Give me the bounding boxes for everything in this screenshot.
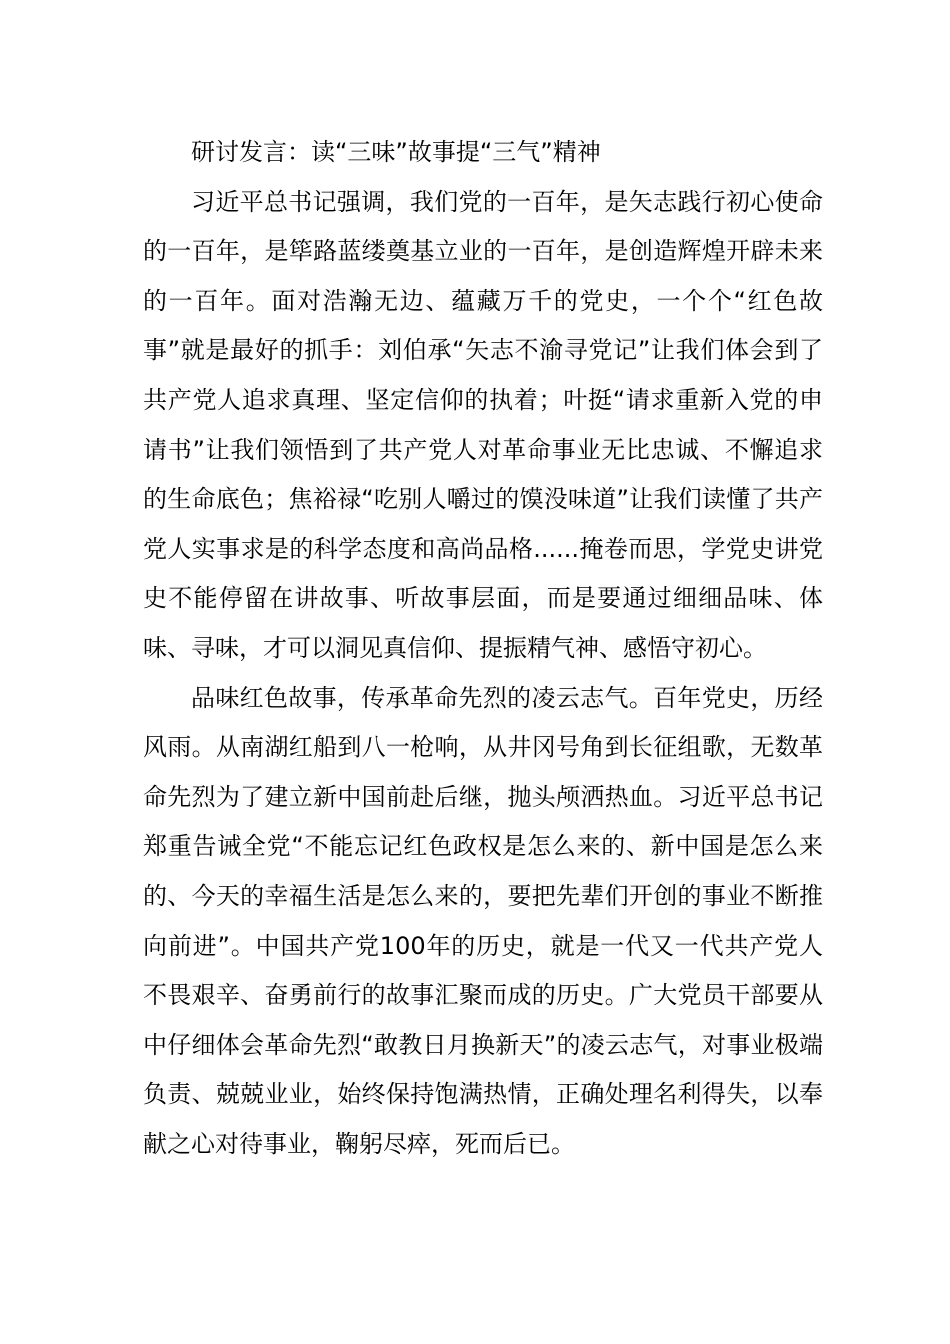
paragraph-1: 习近平总书记强调，我们党的一百年，是矢志践行初心使命的一百年，是筚路蓝缕奠基立业的一百年，是创造辉煌开辟未来的一百年。面对浩瀚无边、蕴藏万千的党史，一个个“红色故事”就是最好的抓手：刘伯承“矢志不渝寻党记”让我们体会到了共产党人追求真理、坚定信仰的执着；叶挺“请求重新入党的申请书”让我们领悟到了共产党人对革命事业无比忠诚、不懈追求的生命底色；焦裕禄“吃别人嚼过的馍没味道”让我们读懂了共产党人实事求是的科学态度和高尚品格......掩卷而思，学党史讲党史不能停留在讲故事、听故事层面，而是要通过细细品味、体味、寻味，才可以洞见真信仰、提振精气神、感悟守初心。 xyxy=(143,187,823,662)
document-body xyxy=(143,128,823,1169)
document-title: 研讨发言：读“三味”故事提“三气”精神 xyxy=(191,138,601,166)
paragraph-2: 品味红色故事，传承革命先烈的凌云志气。百年党史，历经风雨。从南湖红船到八一枪响，从井冈号角到长征组歌，无数革命先烈为了建立新中国前赴后继，抛头颅洒热血。习近平总书记郑重告诫全党“不能忘记红色政权是怎么来的、新中国是怎么来的、今天的幸福生活是怎么来的，要把先辈们开创的事业不断推向前进”。中国共产党100年的历史，就是一代又一代共产党人不畏艰辛、奋勇前行的故事汇聚而成的历史。广大党员干部要从中仔细体会革命先烈“敢教日月换新天”的凌云志气，对事业极端负责、兢兢业业，始终保持饱满热情，正确处理名利得失，以奉献之心对待事业，鞠躬尽瘁，死而后已。 xyxy=(143,683,823,1158)
